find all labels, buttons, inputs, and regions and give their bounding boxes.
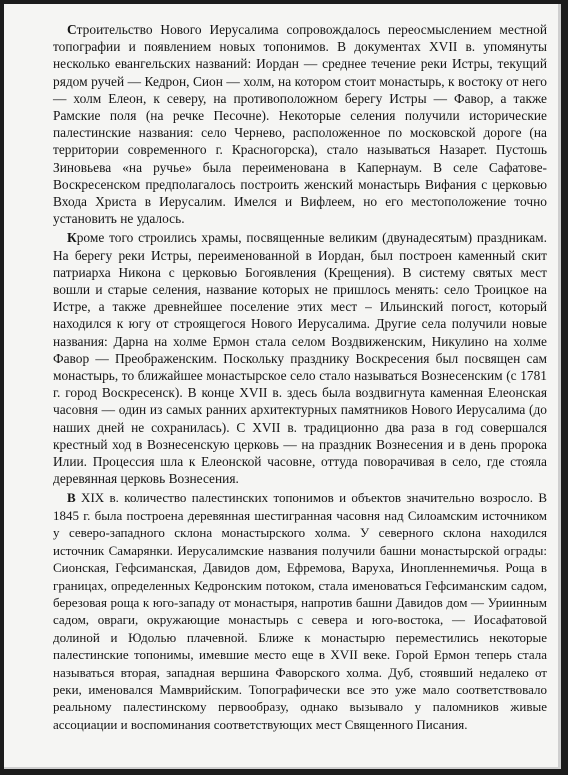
paragraph-3: В XIX в. количество палестинских топонимов и объектов значительно возросло. В 1845 г. была построена деревянная шестигранная часовня над Силоамским источником у северо-западного склона монастырского холма. У северного склона находился источник Самарянки. Иерусалимские названия получили башни монастырской ограды: Сионская, Гефсиманская, Давидов дом, Ефремова, Варуха, Инопленнемичья. Роща в границах, определенных Кедронским потоком, стала именоваться Гефсиманским садом, березовая роща к юго-западу от монастыря, напротив башни Давидов дом — Уриинным садом, овраги, окружающие монастырь с севера и юго-востока, — Иосафатовой долиной и Юдолью плачевной. Ближе к монастырю переместились некоторые палестинские топонимы, имевшие место еще в XVII веке. Горой Ермон теперь стала называться вторая, западная вершина Фаворского холма. Дуб, стоявший недалеко от реки, именовался Мамврийским. Топографически все это уже мало соответствовало реальному палестинскому первообразу, однако вызывало у паломников живые ассоциации и воспоминания соответствующих мест Священного Писания. (53, 490, 547, 732)
paragraph-1: Строительство Нового Иерусалима сопровождалось переосмыслением местной топографии и появлением новых топонимов. В документах XVII в. упомянуты несколько евангельских названий: Иордан — среднее течение реки Истры, текущий рядом ручей — Кедрон, Сион — холм, на котором стоит монастырь, к востоку от него — холм Елеон, к северу, на противоположном берегу Истры — Фавор, а также Рамские поля (на речке Песочне). Некоторые селения получили исторические палестинские названия: село Чернево, расположенное по московской дороге (на территории современного г. Красногорска), стало называться Назарет. Пустошь Зиновьева «на ручье» была переименована в Капернаум. В селе Сафатове-Воскресенском предполагалось построить женский монастырь Вифания с церковью Входа Христа в Иерусалим. Имелся и Вифлеем, но его местоположение точно установить не удалось. (53, 22, 547, 227)
paragraph-2: Кроме того строились храмы, посвященные великим (двунадесятым) праздникам. На берегу реки Истры, переименованной в Иордан, был построен каменный скит патриарха Никона с церковью Богоявления (Крещения). В систему святых мест вошли и старые селения, название которых не пришлось менять: село Троицкое на Истре, а также древнейшее поселение этих мест – Ильинский погост, который находился к югу от строящегося Нового Иерусалима. Другие села получили новые названия: Дарна на холме Ермон стала селом Воздвиженским, Никулино на холме Фавор — Преображенским. Поскольку празднику Воскресения был посвящен сам монастырь, то ближайшее монастырское село стало называться Вознесенским (с 1781 г. город Воскресенск). В конце XVII в. здесь была воздвигнута каменная Елеонская часовня — один из самых ранних архитектурных памятников Нового Иерусалима (до наших дней не сохранилась). С XVII в. традиционно два раза в год совершался крестный ход в Вознесенскую церковь — на праздник Вознесения и в день пророка Илии. Процессия шла к Елеонской часовне, оттуда поворачивая в село, где стояла деревянная церковь Вознесения. (53, 230, 547, 487)
document-page (4, 4, 561, 769)
document-text (53, 21, 547, 735)
